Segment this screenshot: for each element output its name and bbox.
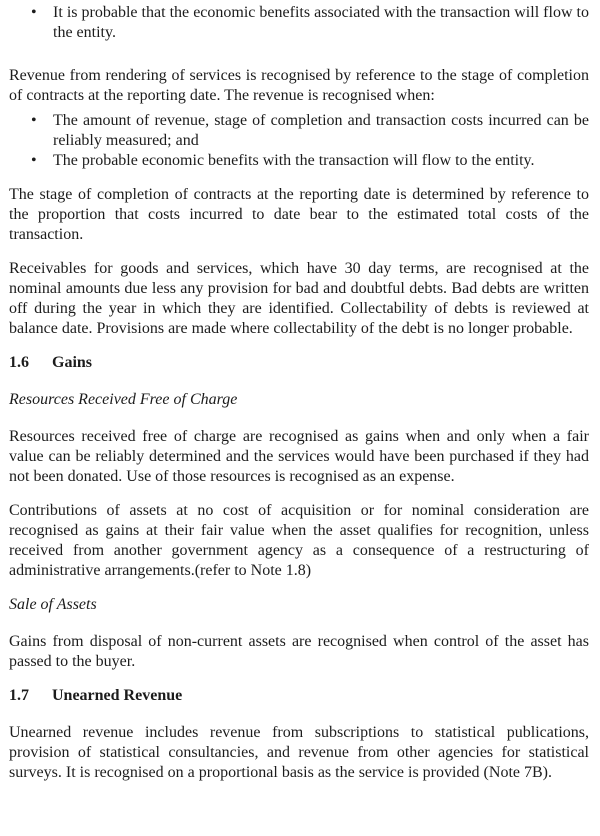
- section-title: Unearned Revenue: [52, 687, 183, 704]
- bullet-item: • The probable economic benefits with the transaction will flow to the entity.: [53, 151, 589, 171]
- subheading-resources-received: Resources Received Free of Charge: [9, 391, 238, 408]
- section-number: 1.6: [9, 354, 29, 371]
- paragraph-receivables: Receivables for goods and services, which have 30 day terms, are recognised at the nominal amounts due less any provision for bad and doubtful debts. Bad debts are written off during the year in which they are identified. Collectability of debts is reviewed at balance date. Provisions are made where collectability of the debt is no longer probable.: [9, 260, 589, 337]
- paragraph-revenue-services: Revenue from rendering of services is recognised by reference to the stage of completion of contracts at the reporting date. The revenue is recognised when:: [9, 67, 589, 104]
- paragraph-sale-of-assets: Gains from disposal of non-current assets are recognised when control of the asset has passed to the buyer.: [9, 633, 589, 670]
- paragraph-stage-completion: The stage of completion of contracts at the reporting date is determined by reference to the proportion that costs incurred to date bear to the estimated total costs of the transaction.: [9, 186, 589, 243]
- section-title: Gains: [52, 354, 93, 371]
- paragraph-contributions: Contributions of assets at no cost of acquisition or for nominal consideration are recognised as gains at their fair value when the asset qualifies for recognition, unless received from another government agency as a consequence of a restructuring of administrative arrangements.(refer to Note 1.8): [9, 502, 589, 579]
- intro-bullet-list: [9, 3, 589, 43]
- revenue-bullet-list: [9, 111, 589, 171]
- bullet-item: • It is probable that the economic benefits associated with the transaction will flow to the entity.: [53, 3, 589, 43]
- paragraph-resources-free: Resources received free of charge are recognised as gains when and only when a fair value can be reliably determined and the services would have been purchased if they had not been donated. Use of those resources is recognised as an expense.: [9, 428, 589, 485]
- section-heading-gains: [9, 353, 589, 373]
- section-number: 1.7: [9, 687, 29, 704]
- section-heading-unearned: [9, 686, 589, 706]
- paragraph-unearned-revenue: Unearned revenue includes revenue from subscriptions to statistical publications, provision of statistical consultancies, and revenue from other agencies for statistical surveys. It is recognised on a proportional basis as the service is provided (Note 7B).: [9, 724, 589, 781]
- bullet-item: • The amount of revenue, stage of completion and transaction costs incurred can be reliably measured; and: [53, 111, 589, 151]
- subheading-sale-of-assets: Sale of Assets: [9, 596, 97, 613]
